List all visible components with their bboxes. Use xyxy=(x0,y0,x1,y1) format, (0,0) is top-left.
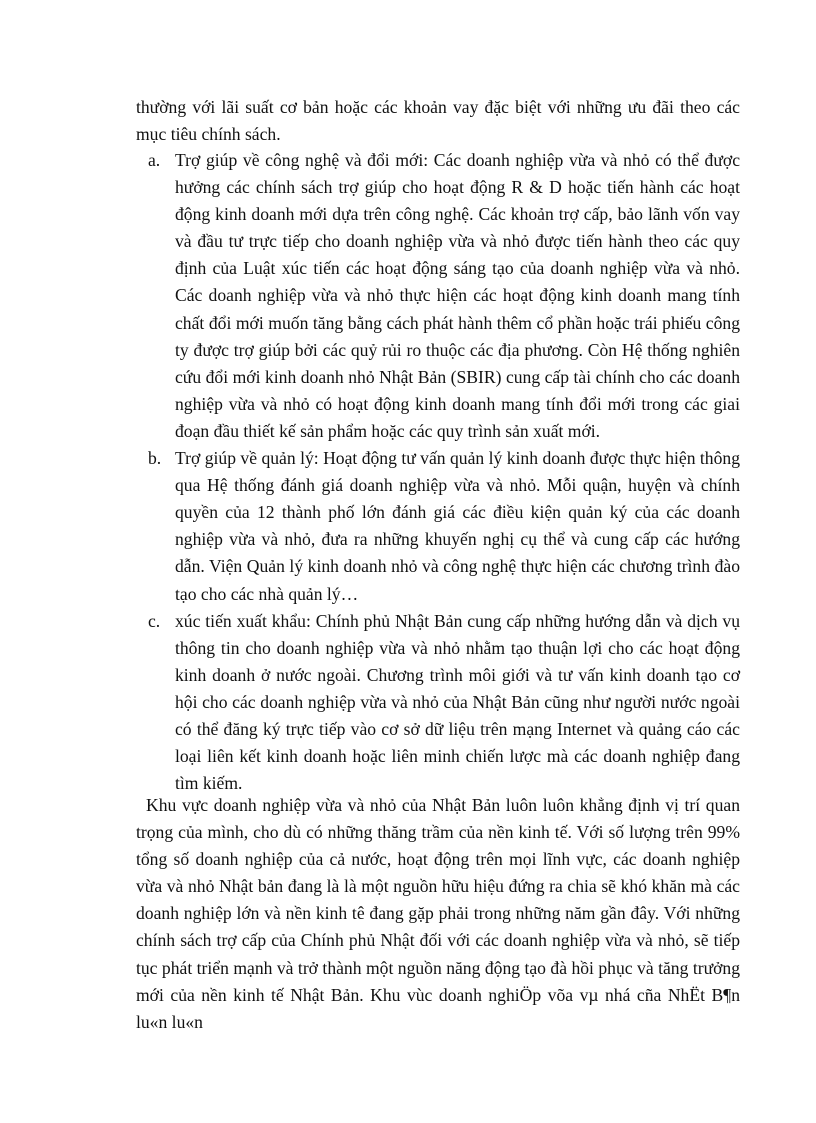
list-item-text: Trợ giúp về quản lý: Hoạt động tư vấn quản lý kinh doanh được thực hiện thông qua Hệ thống đánh giá doanh nghiệp vừa và nhỏ. Mỗi quận, huyện và chính quyền của 12 thành phố lớn đánh giá các điều kiện quản ký của các doanh nghiệp vừa và nhỏ, đưa ra những khuyến nghị cụ thể và cung cấp các hướng dẫn. Viện Quản lý kinh doanh nhỏ và công nghệ thực hiện các chương trình đào tạo cho các nhà quản lý… xyxy=(175,448,740,604)
list-item-text: xúc tiến xuất khẩu: Chính phủ Nhật Bản cung cấp những hướng dẫn và dịch vụ thông tin cho doanh nghiệp vừa và nhỏ nhằm tạo thuận lợi cho các hoạt động kinh doanh ở nước ngoài. Chương trình môi giới và tư vấn kinh doanh tạo cơ hội cho các doanh nghiệp vừa và nhỏ của Nhật Bản cũng như người nước ngoài có thể đăng ký trực tiếp vào cơ sở dữ liệu trên mạng Internet và quảng cáo các loại liên kết kinh doanh hoặc liên minh chiến lược mà các doanh nghiệp đang tìm kiếm. xyxy=(175,610,740,794)
list-item xyxy=(148,608,740,798)
conclusion-paragraph: Khu vực doanh nghiệp vừa và nhỏ của Nhật Bản luôn luôn khẳng định vị trí quan trọng của mình, cho dù có những thăng trầm của nền kinh tế. Với số lượng trên 99% tổng số doanh nghiệp của cả nước, hoạt động trên mọi lĩnh vực, các doanh nghiệp vừa và nhỏ Nhật bản đang là là một nguồn hữu hiệu đứng ra chia sẽ khó khăn mà các doanh nghiệp lớn và nền kinh tê đang gặp phải trong những năm gần đây. Với những chính sách trợ cấp của Chính phủ Nhật đối với các doanh nghiệp vừa và nhỏ, sẽ tiếp tục phát triển mạnh và trở thành một nguồn năng động tạo đà hồi phục và tăng trưởng mới của nền kinh tế Nhật Bản. Khu vùc doanh nghiÖp võa vµ nhá cña NhËt B¶n lu«n lu«n xyxy=(136,795,740,1032)
intro-paragraph: thường với lãi suất cơ bản hoặc các khoản vay đặc biệt với những ưu đãi theo các mục tiêu chính sách. xyxy=(136,97,740,145)
list-item xyxy=(148,147,740,445)
list-item-text: Trợ giúp về công nghệ và đổi mới: Các doanh nghiệp vừa và nhỏ có thể được hưởng các chính sách trợ giúp cho hoạt động R & D hoặc tiến hành các hoạt động kinh doanh mới dựa trên công nghệ. Các khoản trợ cấp, bảo lãnh vốn vay và đầu tư trực tiếp cho doanh nghiệp vừa và nhỏ được tiến hành theo các quy định của Luật xúc tiến các hoạt động sáng tạo của doanh nghiệp vừa và nhỏ. Các doanh nghiệp vừa và nhỏ thực hiện các hoạt động kinh doanh mang tính chất đổi mới muốn tăng bằng cách phát hành thêm cổ phần hoặc trái phiếu công ty được trợ giúp bởi các quỷ rủi ro thuộc các địa phương. Còn Hệ thống nghiên cứu đổi mới kinh doanh nhỏ Nhật Bản (SBIR) cung cấp tài chính cho các doanh nghiệp vừa và nhỏ có hoạt động kinh doanh mang tính đổi mới trong các giai đoạn đầu thiết kế sản phẩm hoặc các quy trình sản xuất mới. xyxy=(175,150,740,441)
list-marker: b. xyxy=(148,448,162,469)
list-item xyxy=(148,445,740,608)
list-marker: c. xyxy=(148,610,161,631)
support-list xyxy=(148,147,740,797)
list-marker: a. xyxy=(148,150,161,170)
